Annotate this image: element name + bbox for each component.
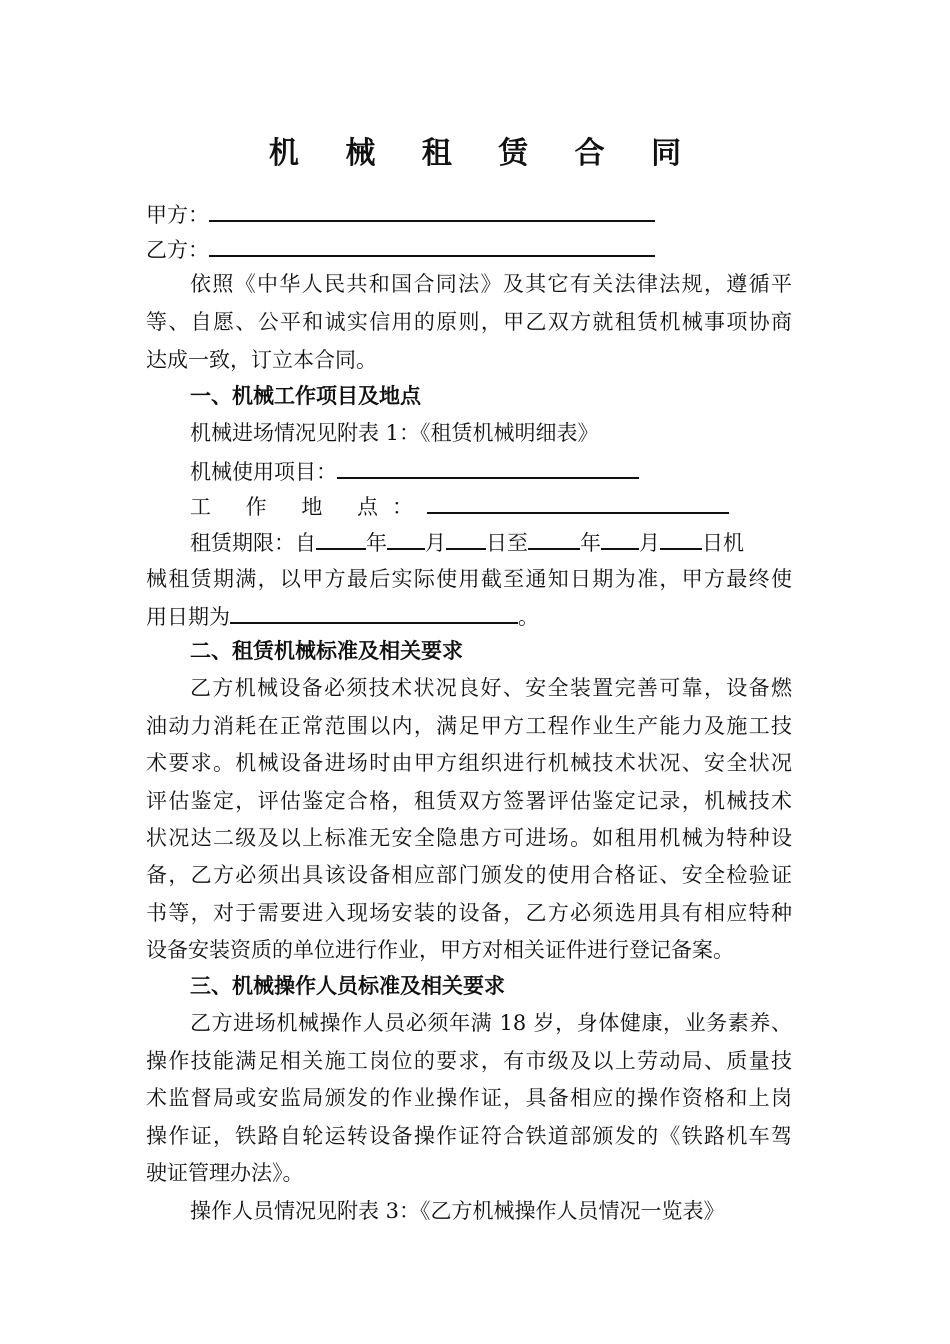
end-year-blank[interactable]: [528, 526, 580, 550]
intro-line-3: 达成一致，订立本合同。: [146, 348, 377, 372]
project-label: 机械使用项目：: [190, 460, 337, 484]
period-final-suffix: 。: [518, 605, 539, 629]
project-line: [190, 455, 639, 487]
location-blank[interactable]: [427, 490, 729, 514]
location-label: 工 作 地 点：: [190, 495, 428, 519]
period-tail: 日机: [702, 531, 744, 555]
section2-line-6: 备，乙方必须出具该设备相应部门颁发的使用合格证、安全检验证: [146, 863, 792, 887]
document-title: 机 械 租 赁 合 同: [268, 136, 700, 171]
party-a-blank[interactable]: [209, 198, 655, 222]
location-line: [190, 490, 729, 522]
party-a-line: [146, 198, 655, 230]
end-day-blank[interactable]: [660, 526, 702, 550]
final-use-date-blank[interactable]: [230, 600, 518, 624]
period-line-2: 械租赁期满，以甲方最后实际使用截至通知日期为准，甲方最终使: [146, 567, 792, 591]
section3-heading: 三、机械操作人员标准及相关要求: [190, 974, 505, 998]
start-day-blank[interactable]: [446, 526, 486, 550]
period-prefix: 租赁期限：自: [190, 531, 316, 555]
section1-heading: 一、机械工作项目及地点: [190, 384, 421, 408]
end-month-blank[interactable]: [601, 526, 639, 550]
start-year-blank[interactable]: [316, 526, 366, 550]
intro-line-2: 等、自愿、公平和诚实信用的原则，甲乙双方就租赁机械事项协商: [146, 310, 792, 334]
party-b-line: [146, 233, 655, 265]
section2-line-4: 评估鉴定，评估鉴定合格，租赁双方签署评估鉴定记录，机械技术: [146, 789, 792, 813]
period-day-to: 日至: [486, 531, 528, 555]
section2-line-2: 油动力消耗在正常范围以内，满足甲方工程作业生产能力及施工技: [146, 714, 792, 738]
section3-line-3: 术监督局或安监局颁发的作业操作证，具备相应的操作资格和上岗: [146, 1086, 792, 1110]
section2-line-3: 术要求。机械设备进场时由甲方组织进行机械技术状况、安全状况: [146, 751, 792, 775]
party-b-label: 乙方：: [146, 238, 209, 262]
period-month-1: 月: [425, 531, 446, 555]
intro-line-1: 依照《中华人民共和国合同法》及其它有关法律法规，遵循平: [190, 272, 792, 296]
section2-line-1: 乙方机械设备必须技术状况良好、安全装置完善可靠，设备燃: [190, 676, 792, 700]
section1-appendix-line: 机械进场情况见附表 1：《租赁机械明细表》: [190, 421, 599, 445]
party-a-label: 甲方：: [146, 203, 209, 227]
section2-line-5: 状况达二级及以上标准无安全隐患方可进场。如租用机械为特种设: [146, 826, 792, 850]
section3-line-4: 操作证，铁路自轮运转设备操作证符合铁道部颁发的《铁路机车驾: [146, 1124, 792, 1148]
section2-line-8: 设备安装资质的单位进行作业，甲方对相关证件进行登记备案。: [146, 938, 734, 962]
period-month-2: 月: [639, 531, 660, 555]
start-month-blank[interactable]: [387, 526, 425, 550]
section3-appendix-line: 操作人员情况见附表 3：《乙方机械操作人员情况一览表》: [190, 1199, 725, 1223]
section2-heading: 二、租赁机械标准及相关要求: [190, 639, 463, 663]
section2-line-7: 书等，对于需要进入现场安装的设备，乙方必须选用具有相应特种: [146, 901, 792, 925]
period-year-1: 年: [366, 531, 387, 555]
period-year-2: 年: [580, 531, 601, 555]
period-line-1: [190, 526, 744, 558]
section3-line-1: 乙方进场机械操作人员必须年满 18 岁，身体健康，业务素养、: [190, 1011, 792, 1035]
party-b-blank[interactable]: [209, 233, 655, 257]
period-line-3: [146, 600, 539, 632]
section3-line-2: 操作技能满足相关施工岗位的要求，有市级及以上劳动局、质量技: [146, 1049, 792, 1073]
project-blank[interactable]: [337, 455, 639, 479]
period-final-prefix: 用日期为: [146, 605, 230, 629]
section3-line-5: 驶证管理办法》。: [146, 1161, 304, 1185]
